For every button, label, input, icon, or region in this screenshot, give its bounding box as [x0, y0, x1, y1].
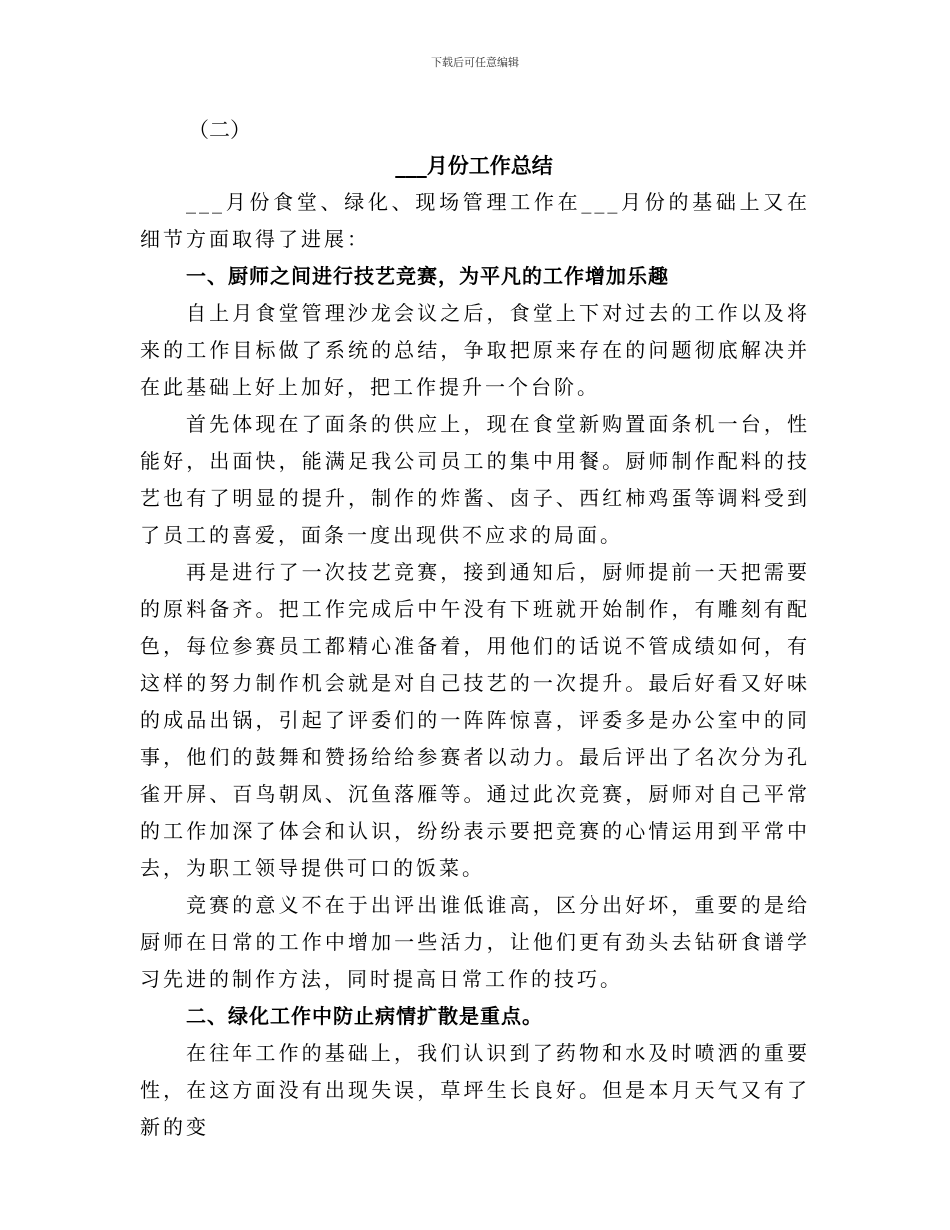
paragraph: 再是进行了一次技艺竞赛，接到通知后，厨师提前一天把需要的原料备齐。把工作完成后中午没有下班就开始制作，有雕刻有配色，每位参赛员工都精心准备着，用他们的话说不管成绩如何，有这样的努力制作机会就是对自己技艺的一次提升。最后好看又好味的成品出锅，引起了评委们的一阵阵惊喜，评委多是办公室中的同事，他们的鼓舞和赞扬给给参赛者以动力。最后评出了名次分为孔雀开屏、百鸟朝凤、沉鱼落雁等。通过此次竞赛，厨师对自己平常的工作加深了体会和认识，纷纷表示要把竞赛的心情运用到平常中去，为职工领导提供可口的饭菜。	[140, 560, 810, 880]
paragraph: 竞赛的意义不在于出评出谁低谁高，区分出好坏，重要的是给厨师在日常的工作中增加一些活力，让他们更有劲头去钻研食谱学习先进的制作方法，同时提高日常工作的技巧。	[140, 893, 810, 991]
page-header-note: 下载后可任意编辑	[431, 56, 519, 69]
document-body	[140, 184, 810, 1146]
section-heading-1: 一、厨师之间进行技艺竞赛，为平凡的工作增加乐趣	[186, 264, 669, 288]
paragraph: 在往年工作的基础上，我们认识到了药物和水及时喷洒的重要性，在这方面没有出现失误，草坪生长良好。但是本月天气又有了新的变	[140, 1041, 810, 1139]
paragraph: 首先体现在了面条的供应上，现在食堂新购置面条机一台，性能好，出面快，能满足我公司员工的集中用餐。厨师制作配料的技艺也有了明显的提升，制作的炸酱、卤子、西红柿鸡蛋等调料受到了员工的喜爱，面条一度出现供不应求的局面。	[140, 412, 810, 547]
paragraph-intro: ___月份食堂、绿化、现场管理工作在___月份的基础上又在细节方面取得了进展：	[140, 190, 810, 251]
paragraph: 自上月食堂管理沙龙会议之后，食堂上下对过去的工作以及将来的工作目标做了系统的总结，争取把原来存在的问题彻底解决并在此基础上好上加好，把工作提升一个台阶。	[140, 301, 810, 399]
section-heading-2: 二、绿化工作中防止病情扩散是重点。	[186, 1004, 543, 1028]
document-title: ___月份工作总结	[395, 154, 553, 178]
section-label: （二）	[188, 118, 251, 142]
